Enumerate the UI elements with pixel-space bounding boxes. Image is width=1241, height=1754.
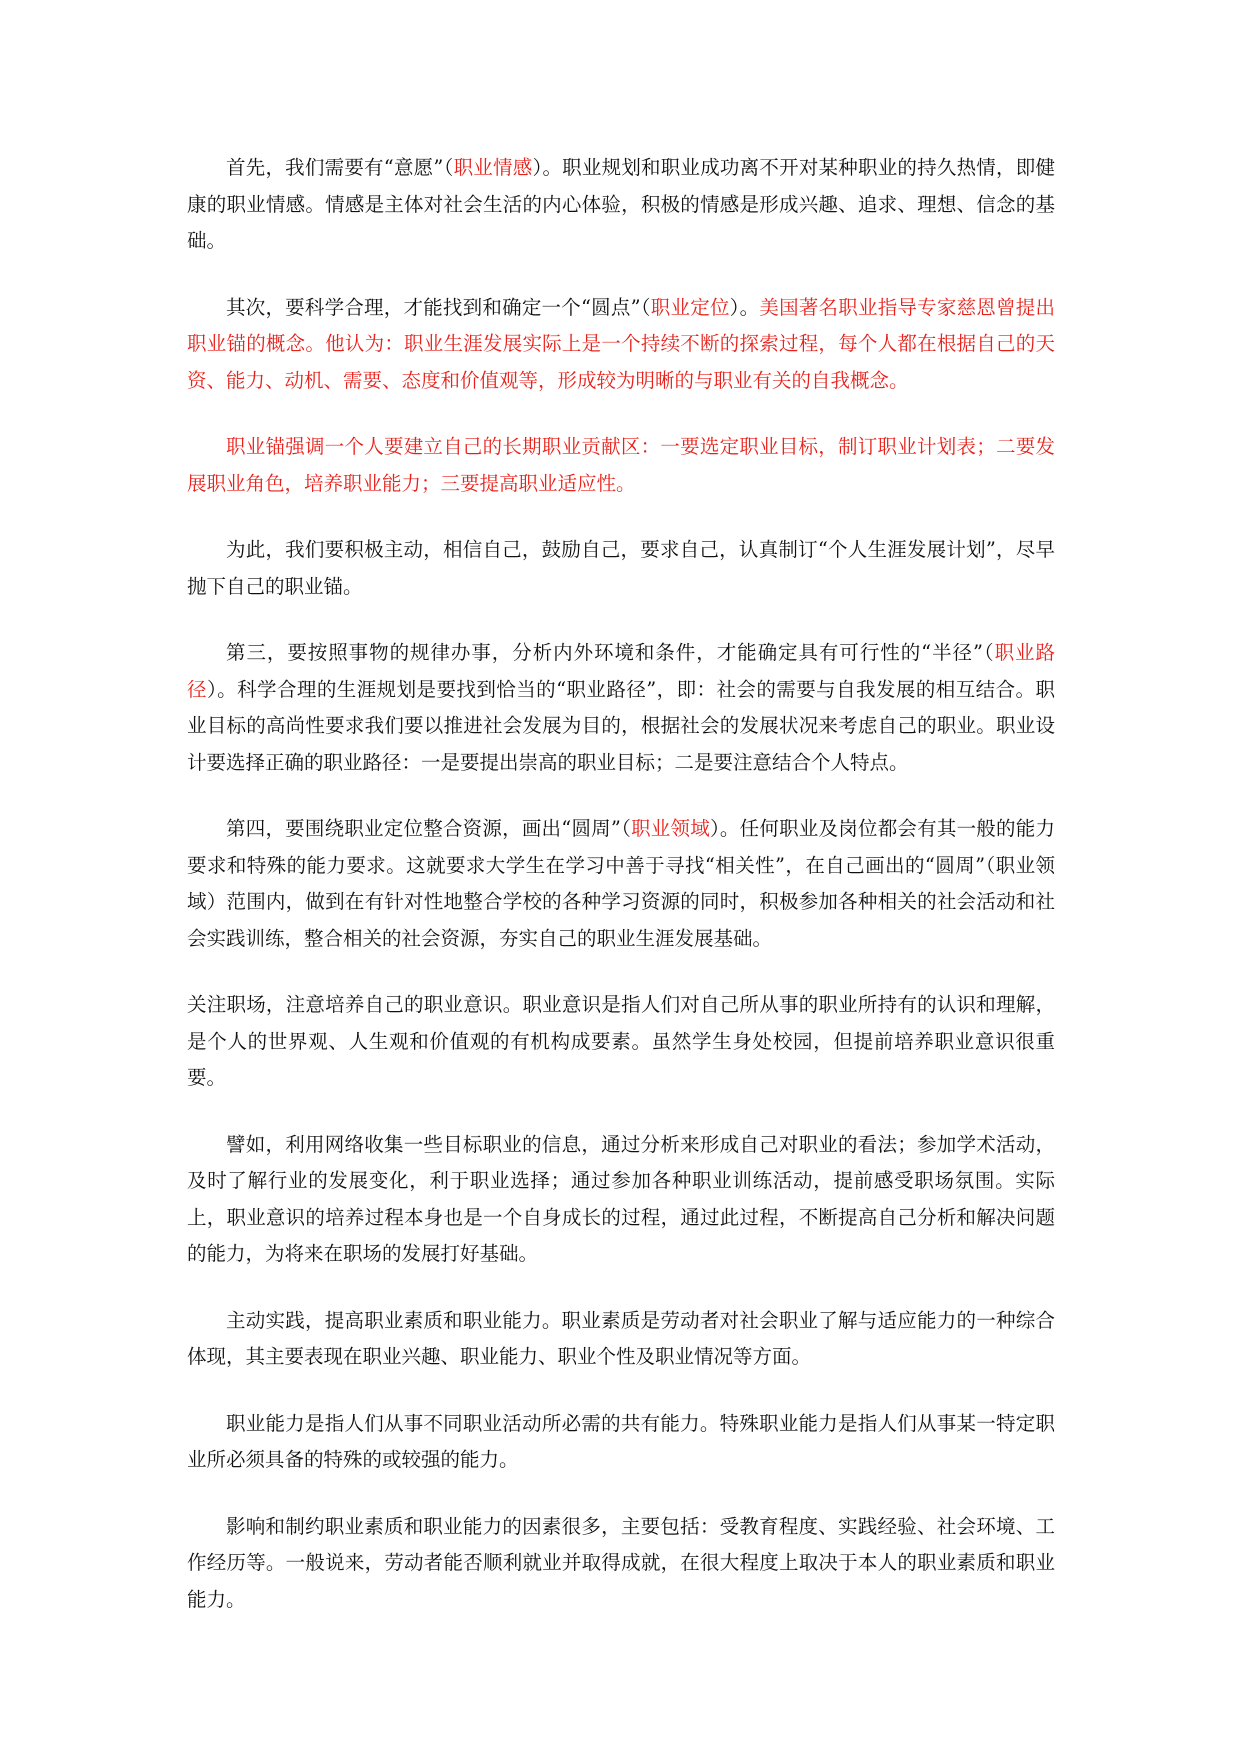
paragraph-3: [187, 429, 1055, 502]
text-segment: ）。: [729, 295, 760, 319]
text-segment: 影响和制约职业素质和职业能力的因素很多，主要包括：受教育程度、实践经验、社会环境、工作经历等。一般说来，劳动者能否顺利就业并取得成就，在很大程度上取决于本人的职业素质和职业能力。: [187, 1514, 1055, 1611]
highlight-career-field: 职业领域: [631, 817, 710, 840]
text-segment: ）。科学合理的生涯规划是要找到恰当的“职业路径”，即：社会的需要与自我发展的相互结合。职业目标的高尚性要求我们要以推进社会发展为目的，根据社会的发展状况来考虑自己的职业。职业设计要选择正确的职业路径：一是要提出崇高的职业目标；二是要注意结合个人特点。: [187, 677, 1055, 774]
text-segment: ）。任何职业及岗位都会有其一般的能力要求和特殊的能力要求。这就要求大学生在学习中善于寻找“相关性”，在自己画出的“圆周”（职业领域）范围内，做到在有针对性地整合学校的各种学习资源的同时，积极参加各种相关的社会活动和社会实践训练，整合相关的社会资源，夯实自己的职业生涯发展基础。: [187, 817, 1055, 950]
highlight-career-emotion: 职业情感: [453, 156, 533, 179]
highlight-career-path: 职业路径: [187, 641, 1055, 701]
highlight-career-anchor-concept: 美国著名职业指导专家慈恩曾提出职业锚的概念。他认为：职业生涯发展实际上是一个持续不断的探索过程，每个人都在根据自己的天资、能力、动机、需要、态度和价值观等，形成较为明晰的与职业有关的自我概念。: [187, 295, 1055, 392]
text-segment: 职业能力是指人们从事不同职业活动所必需的共有能力。特殊职业能力是指人们从事某一特定职业所必须具备的特殊的或较强的能力。: [187, 1411, 1055, 1471]
highlight-career-positioning: 职业定位: [650, 295, 730, 319]
text-segment: 第四，要围绕职业定位整合资源，画出“圆周”（: [226, 817, 632, 840]
paragraph-11: [187, 1509, 1055, 1619]
text-segment: 其次，要科学合理，才能找到和确定一个“圆点”（: [226, 295, 651, 319]
text-segment: 主动实践，提高职业素质和职业能力。职业素质是劳动者对社会职业了解与适应能力的一种综合体现，其主要表现在职业兴趣、职业能力、职业个性及职业情况等方面。: [187, 1308, 1055, 1368]
paragraph-8: [187, 1127, 1055, 1273]
highlight-career-anchor-emphasis: 职业锚强调一个人要建立自己的长期职业贡献区：一要选定职业目标，制订职业计划表；二要发展职业角色，培养职业能力；三要提高职业适应性。: [187, 435, 1055, 495]
text-segment: 首先，我们需要有“意愿”（: [226, 156, 454, 179]
paragraph-2: [187, 290, 1055, 400]
paragraph-7: [187, 987, 1055, 1097]
text-segment: 关注职场，注意培养自己的职业意识。职业意识是指人们对自己所从事的职业所持有的认识和理解，是个人的世界观、人生观和价值观的有机构成要素。虽然学生身处校园，但提前培养职业意识很重要。: [187, 993, 1055, 1089]
paragraph-1: [187, 150, 1055, 260]
paragraph-6: [187, 811, 1055, 957]
paragraph-9: [187, 1303, 1055, 1376]
text-segment: 第三，要按照事物的规律办事，分析内外环境和条件，才能确定具有可行性的“半径”（: [226, 641, 995, 664]
text-segment: ）。职业规划和职业成功离不开对某种职业的持久热情，即健康的职业情感。情感是主体对社会生活的内心体验，积极的情感是形成兴趣、追求、理想、信念的基础。: [187, 156, 1055, 252]
document-body: [187, 150, 1055, 1648]
paragraph-10: [187, 1406, 1055, 1479]
paragraph-4: [187, 532, 1055, 605]
text-segment: 为此，我们要积极主动，相信自己，鼓励自己，要求自己，认真制订“个人生涯发展计划”，尽早抛下自己的职业锚。: [187, 538, 1055, 598]
text-segment: 譬如，利用网络收集一些目标职业的信息，通过分析来形成自己对职业的看法；参加学术活动，及时了解行业的发展变化，利于职业选择；通过参加各种职业训练活动，提前感受职场氛围。实际上，职业意识的培养过程本身也是一个自身成长的过程，通过此过程，不断提高自己分析和解决问题的能力，为将来在职场的发展打好基础。: [187, 1132, 1055, 1265]
paragraph-5: [187, 635, 1055, 781]
